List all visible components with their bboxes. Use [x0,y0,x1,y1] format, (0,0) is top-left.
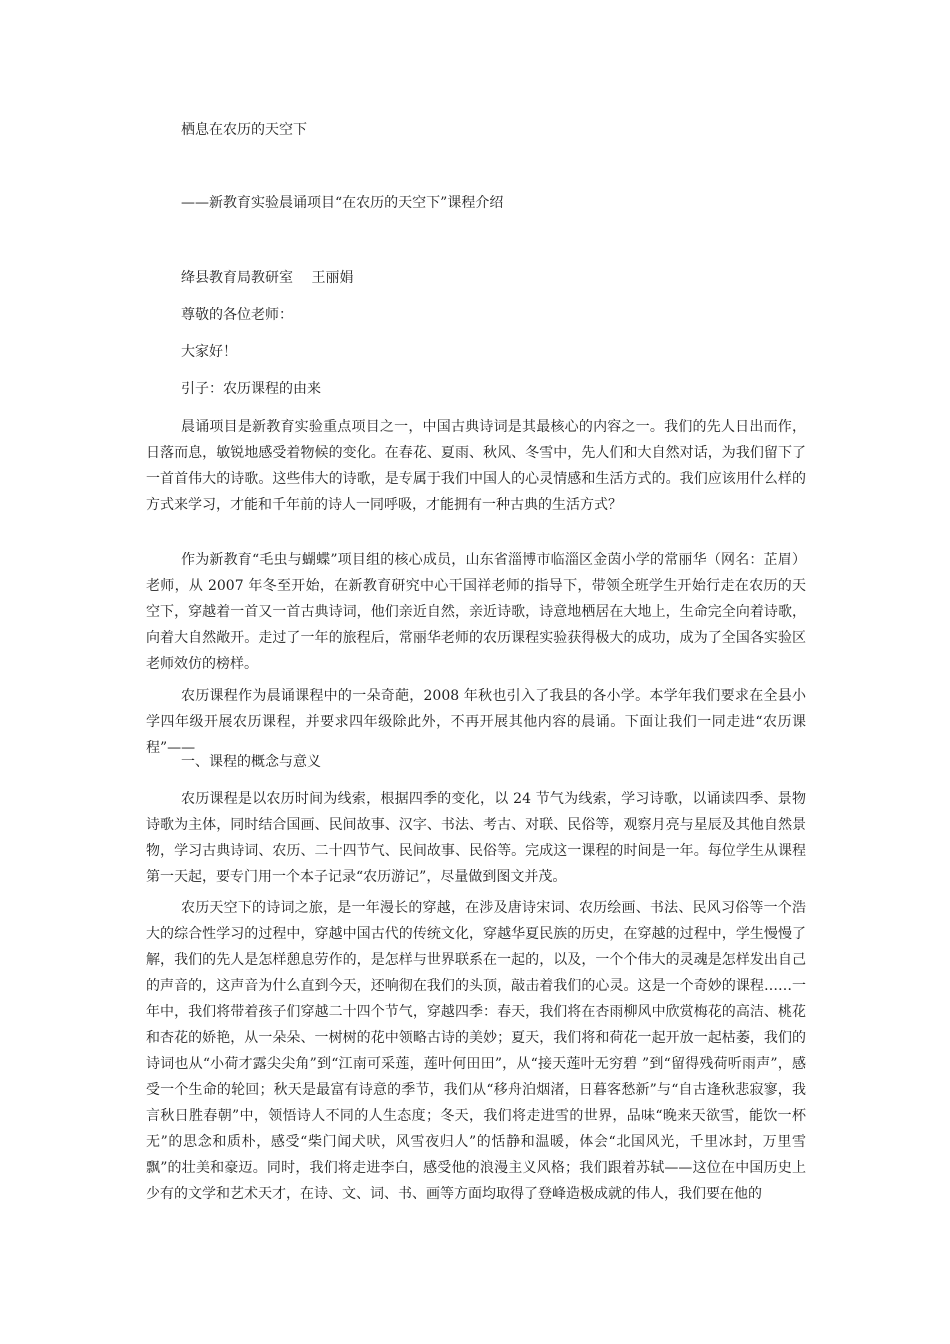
paragraph-5: 农历天空下的诗词之旅，是一年漫长的穿越，在涉及唐诗宋词、农历绘画、书法、民风习俗等一个浩大的综合性学习的过程中，穿越中国古代的传统文化，穿越华夏民族的历史，在穿越的过程中，学生慢慢了解，我们的先人是怎样憩息劳作的，是怎样与世界联系在一起的，以及，一个个伟大的灵魂是怎样发出自己的声音的，这声音为什么直到今天，还响彻在我们的头顶，敲击着我们的心灵。这是一个奇妙的课程……一年中，我们将带着孩子们穿越二十四个节气，穿越四季：春天，我们将在杏雨柳风中欣赏梅花的高洁、桃花和杏花的娇艳，从一朵朵、一树树的花中领略古诗的美妙；夏天，我们将和荷花一起开放一起枯萎，我们的诗词也从“小荷才露尖尖角”到“江南可采莲，莲叶何田田”，从“接天莲叶无穷碧 ”到“留得残荷听雨声”，感受一个生命的轮回；秋天是最富有诗意的季节，我们从“移舟泊烟渚，日暮客愁新”与“自古逢秋悲寂寥，我言秋日胜春朝”中，领悟诗人不同的人生态度；冬天，我们将走进雪的世界，品味“晚来天欲雪，能饮一杯无”的思念和质朴，感受“柴门闻犬吠，风雪夜归人”的恬静和温暖，体会“北国风光，千里冰封，万里雪飘”的壮美和豪迈。同时，我们将走进李白，感受他的浪漫主义风格；我们跟着苏轼——这位在中国历史上少有的文学和艺术天才，在诗、文、词、书、画等方面均取得了登峰造极成就的伟人，我们要在他的 [146,900,806,1202]
document-title: 栖息在农历的天空下 [181,122,307,138]
salutation: 大家好！ [181,344,237,360]
greeting: 尊敬的各位老师： [181,307,293,323]
paragraph-3: 农历课程作为晨诵课程中的一朵奇葩，2008 年秋也引入了我县的各小学。本学年我们要求在全县小学四年级开展农历课程，并要求四年级除此外，不再开展其他内容的晨诵。下面让我们一同走进“农历课程”—— [146,688,806,756]
paragraph-1: 晨诵项目是新教育实验重点项目之一，中国古典诗词是其最核心的内容之一。我们的先人日出而作，日落而息，敏锐地感受着物候的变化。在春花、夏雨、秋风、冬雪中，先人们和大自然对话，为我们留下了一首首伟大的诗歌。这些伟大的诗歌，是专属于我们中国人的心灵情感和生活方式的。我们应该用什么样的方式来学习，才能和千年前的诗人一同呼吸，才能拥有一种古典的生活方式？ [146,419,806,513]
section-1-heading: 一、课程的概念与意义 [181,754,321,770]
author-line: 绛县教育局教研室 王丽娟 [181,270,354,286]
paragraph-2: 作为新教育“毛虫与蝴蝶”项目组的核心成员，山东省淄博市临淄区金茵小学的常丽华（网名：芷眉）老师，从 2007 年冬至开始，在新教育研究中心干国祥老师的指导下，带领全班学生开始行走在农历的天空下，穿越着一首又一首古典诗词，他们亲近自然，亲近诗歌，诗意地栖居在大地上，生命完全向着诗歌，向着大自然敞开。走过了一年的旅程后，常丽华老师的农历课程实验获得极大的成功，成为了全国各实验区老师效仿的榜样。 [146,552,806,672]
document-subtitle: ——新教育实验晨诵项目“在农历的天空下”课程介绍 [181,195,504,211]
intro-heading: 引子：农历课程的由来 [181,381,321,397]
paragraph-4: 农历课程是以农历时间为线索，根据四季的变化，以 24 节气为线索，学习诗歌，以诵读四季、景物诗歌为主体，同时结合国画、民间故事、汉字、书法、考古、对联、民俗等，观察月亮与星辰及其他自然景物，学习古典诗词、农历、二十四节气、民间故事、民俗等。完成这一课程的时间是一年。每位学生从课程第一天起，要专门用一个本子记录“农历游记”，尽量做到图文并茂。 [146,791,806,885]
